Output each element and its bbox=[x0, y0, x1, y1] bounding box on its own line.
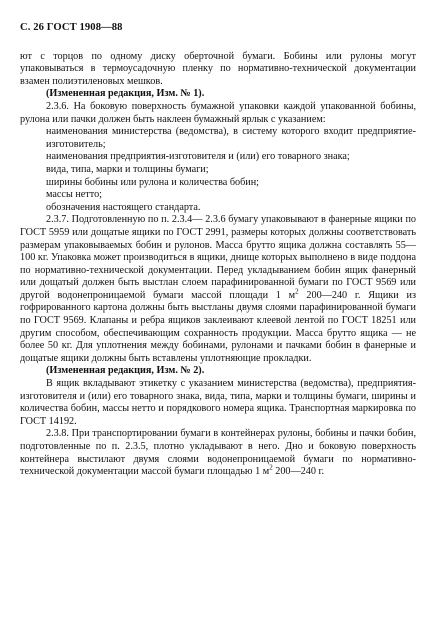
paragraph-2-3-7 bbox=[20, 214, 416, 365]
revision-note-2: (Измененная редакция, Изм. № 2). bbox=[46, 365, 205, 377]
paragraph-2-3-8-part-a: 2.3.8. При транспортировании бумаги в контейнерах рулоны, бобины и пачки бобин, подготовленные по п. 2.3.5, плотно укладывают в него. Дно и боковую поверхность контейнера выстилают двумя слоями водонепроницаемой бумаги по нормативно-технической документации массой бумаги площадью 1 м bbox=[20, 428, 416, 478]
superscript: 2 bbox=[295, 287, 299, 296]
paragraph-2-3-6: 2.3.6. На боковую поверхность бумажной упаковки каждой упакованной бобины, рулона или пачки должен быть наклеен бумажный ярлык с указанием: bbox=[20, 100, 416, 125]
paragraph-continuation: ют с торцов по одному диску оберточной бумаги. Бобины или рулоны могут упаковываться в термоусадочную пленку по нормативно-технической документации взамен полиэтиленовых мешков. bbox=[20, 50, 416, 87]
list-item: ширины бобины или рулона и количества бобин; bbox=[46, 176, 260, 188]
list-item: вида, типа, марки и толщины бумаги; bbox=[46, 163, 209, 175]
list-item: наименования министерства (ведомства), в систему которого входит предприятие-изготовитель; bbox=[46, 126, 416, 150]
paragraph-2-3-8 bbox=[20, 428, 416, 478]
list-item: наименования предприятия-изготовителя и (или) его товарного знака; bbox=[46, 151, 350, 163]
page-header: С. 26 ГОСТ 1908—88 bbox=[20, 22, 123, 33]
paragraph-box-label: В ящик вкладывают этикетку с указанием министерства (ведомства), предприятия-изготовителя и (или) его товарного знака, вида, типа, марки и толщины бумаги, ширины и количества бобин, массы нетто и порядкового номера ящика. Транспортная маркировка по ГОСТ 14192. bbox=[20, 378, 416, 427]
label-items-list bbox=[20, 126, 416, 214]
revision-note-1: (Измененная редакция, Изм. № 1). bbox=[46, 88, 205, 100]
list-item: обозначения настоящего стандарта. bbox=[46, 201, 201, 213]
list-item: массы нетто; bbox=[46, 189, 103, 201]
superscript: 2 bbox=[269, 463, 273, 472]
paragraph-2-3-7-part-a: 2.3.7. Подготовленную по п. 2.3.4— 2.3.6 бумагу упаковывают в фанерные ящики по ГОСТ 5959 или дощатые ящики по ГОСТ 2991, размеры которых должны соответствовать размерам упаковываемых бобин и рулонов. Масса брутто ящика должна составлять 55—100 кг. Упаковка может производиться в ящики, днище которых выполнено в виде поддона по нормативно-технической документации. Перед укладыванием бобин ящик фанерный или дощатый должен быть выстлан слоем парафинированной бумаги по ГОСТ 9569 или другой водонепроницаемой бумаги массой площади 1 м bbox=[20, 214, 416, 301]
paragraph-2-3-8-part-b: 200—240 г. bbox=[272, 466, 325, 478]
paragraph-2-3-7-part-b: 200—240 г. Ящики из гофрированного картона должны быть выстланы двумя слоями парафинированной бумаги по ГОСТ 9569. Клапаны и ребра ящиков заклеивают клеевой лентой по ГОСТ 18251 или другим способом, обеспечивающим сохранность продукции. Масса брутто ящика — не более 50 кг. Для уплотнения между бобинами, рулонами и пачками бобин в фанерные и дощатые ящики должны быть вставлены уплотняющие прокладки. bbox=[20, 289, 416, 364]
